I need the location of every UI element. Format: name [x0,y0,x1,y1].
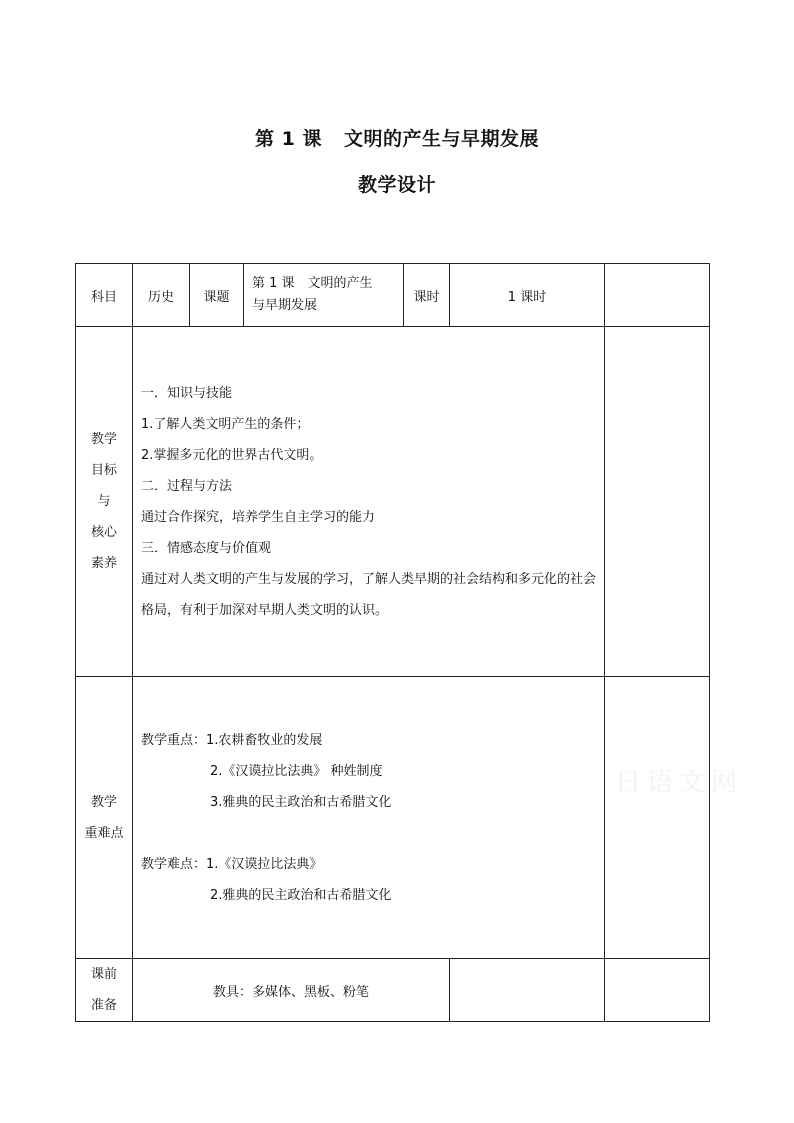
key-points-label-line: 重难点 [84,825,124,841]
blank-cell [450,959,605,1022]
focus-label: 教学重点： [141,732,207,748]
goals-label-line: 核心 [90,525,117,540]
goals-line: 通过对人类文明的产生与发展的学习，了解人类早期的社会结构和多元化的社会格局，有利于加深对早期人类文明的认识。 [141,571,597,618]
lesson-plan-table [75,263,710,1022]
goals-row [76,327,710,677]
key-points-label-line: 教学 [90,794,117,810]
blank-cell [605,264,710,327]
goals-label-line: 目标 [90,463,117,478]
focus-item: 3.雅典的民主政治和古希腊文化 [210,794,392,810]
goals-line: 二．过程与方法 [141,478,233,494]
prep-value: 教具：多媒体、黑板、粉笔 [133,959,450,1022]
goals-line: 三．情感态度与价值观 [141,540,272,556]
page-title [0,124,794,151]
blank-cell [605,959,710,1022]
key-points-label [76,677,133,959]
goals-label-line: 教学 [90,432,117,447]
topic-line-2: 与早期发展 [252,298,318,313]
prep-label [76,959,133,1022]
key-points-content [133,677,605,959]
prep-label-line: 准备 [90,998,117,1013]
goals-content [133,327,605,677]
focus-item: 1.农耕畜牧业的发展 [206,732,323,748]
difficulty-item: 2.雅典的民主政治和古希腊文化 [210,887,392,903]
blank-cell [605,677,710,959]
topic-value [244,264,404,327]
key-points-row [76,677,710,959]
watermark: 日语文网 [615,768,744,798]
focus-item: 2.《汉谟拉比法典》 种姓制度 [210,763,383,779]
goals-label [76,327,133,677]
hours-label: 课时 [404,264,450,327]
goals-line: 通过合作探究，培养学生自主学习的能力 [141,509,376,525]
goals-line: 一．知识与技能 [141,385,233,401]
page-subtitle: 教学设计 [357,174,436,196]
goals-label-line: 与 [97,494,111,509]
goals-label-line: 素养 [90,556,117,571]
goals-line: 2.掌握多元化的世界古代文明。 [141,447,323,463]
header-row [76,264,710,327]
prep-row [76,959,710,1022]
goals-line: 1.了解人类文明产生的条件； [141,416,310,432]
subject-value: 历史 [133,264,190,327]
lesson-name: 文明的产生与早期发展 [343,128,539,150]
focus-line [141,725,596,756]
difficulty-label: 教学难点： [141,856,207,872]
topic-line-1: 第 1 课 文明的产生 [252,276,373,291]
lesson-number: 第 1 课 [255,128,322,150]
subject-label: 科目 [76,264,133,327]
difficulty-line [141,849,596,880]
difficulty-item: 1.《汉谟拉比法典》 [206,856,323,872]
topic-label: 课题 [190,264,244,327]
hours-value: 1 课时 [450,264,605,327]
blank-cell [605,327,710,677]
prep-label-line: 课前 [90,967,117,982]
